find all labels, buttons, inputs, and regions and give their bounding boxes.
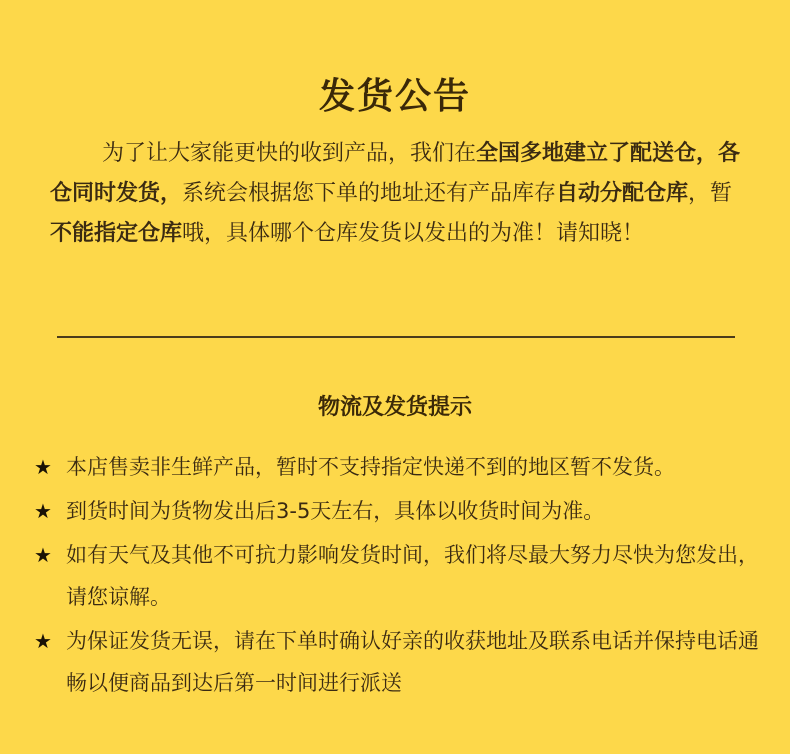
intro-bold-2: 自动分配仓库 bbox=[556, 181, 689, 206]
intro-text-3: ，暂 bbox=[688, 181, 733, 206]
intro-text-4: 哦，具体哪个仓库发货以发出的为准！请知晓！ bbox=[182, 221, 645, 246]
note-text: 如有天气及其他不可抗力影响发货时间，我们将尽最大努力尽快为您发出，请您谅解。 bbox=[66, 543, 759, 609]
section-subtitle: 物流及发货提示 bbox=[317, 395, 472, 420]
list-item bbox=[34, 534, 764, 618]
intro-paragraph bbox=[50, 134, 750, 254]
intro-bold-3: 不能指定仓库 bbox=[50, 221, 183, 246]
star-icon: ★ bbox=[34, 455, 52, 479]
divider bbox=[57, 336, 735, 338]
note-text: 本店售卖非生鲜产品，暂时不支持指定快递不到的地区暂不发货。 bbox=[66, 455, 675, 479]
intro-text-2: 系统会根据您下单的地址还有产品库存 bbox=[182, 181, 557, 206]
note-text: 到货时间为货物发出后3-5天左右，具体以收货时间为准。 bbox=[66, 499, 605, 523]
star-icon: ★ bbox=[34, 543, 52, 567]
notes-list bbox=[34, 446, 764, 706]
intro-bold-1: 全国多地建立了配送仓，各仓同时发货， bbox=[50, 141, 741, 206]
star-icon: ★ bbox=[34, 499, 52, 523]
list-item bbox=[34, 620, 764, 704]
note-text: 为保证发货无误，请在下单时确认好亲的收获地址及联系电话并保持电话通畅以便商品到达后第一时间进行派送 bbox=[66, 629, 759, 695]
star-icon: ★ bbox=[34, 629, 52, 653]
list-item bbox=[34, 490, 764, 532]
page-title: 发货公告 bbox=[318, 76, 471, 117]
list-item bbox=[34, 446, 764, 488]
intro-text-1: 为了让大家能更快的收到产品，我们在 bbox=[102, 141, 477, 166]
